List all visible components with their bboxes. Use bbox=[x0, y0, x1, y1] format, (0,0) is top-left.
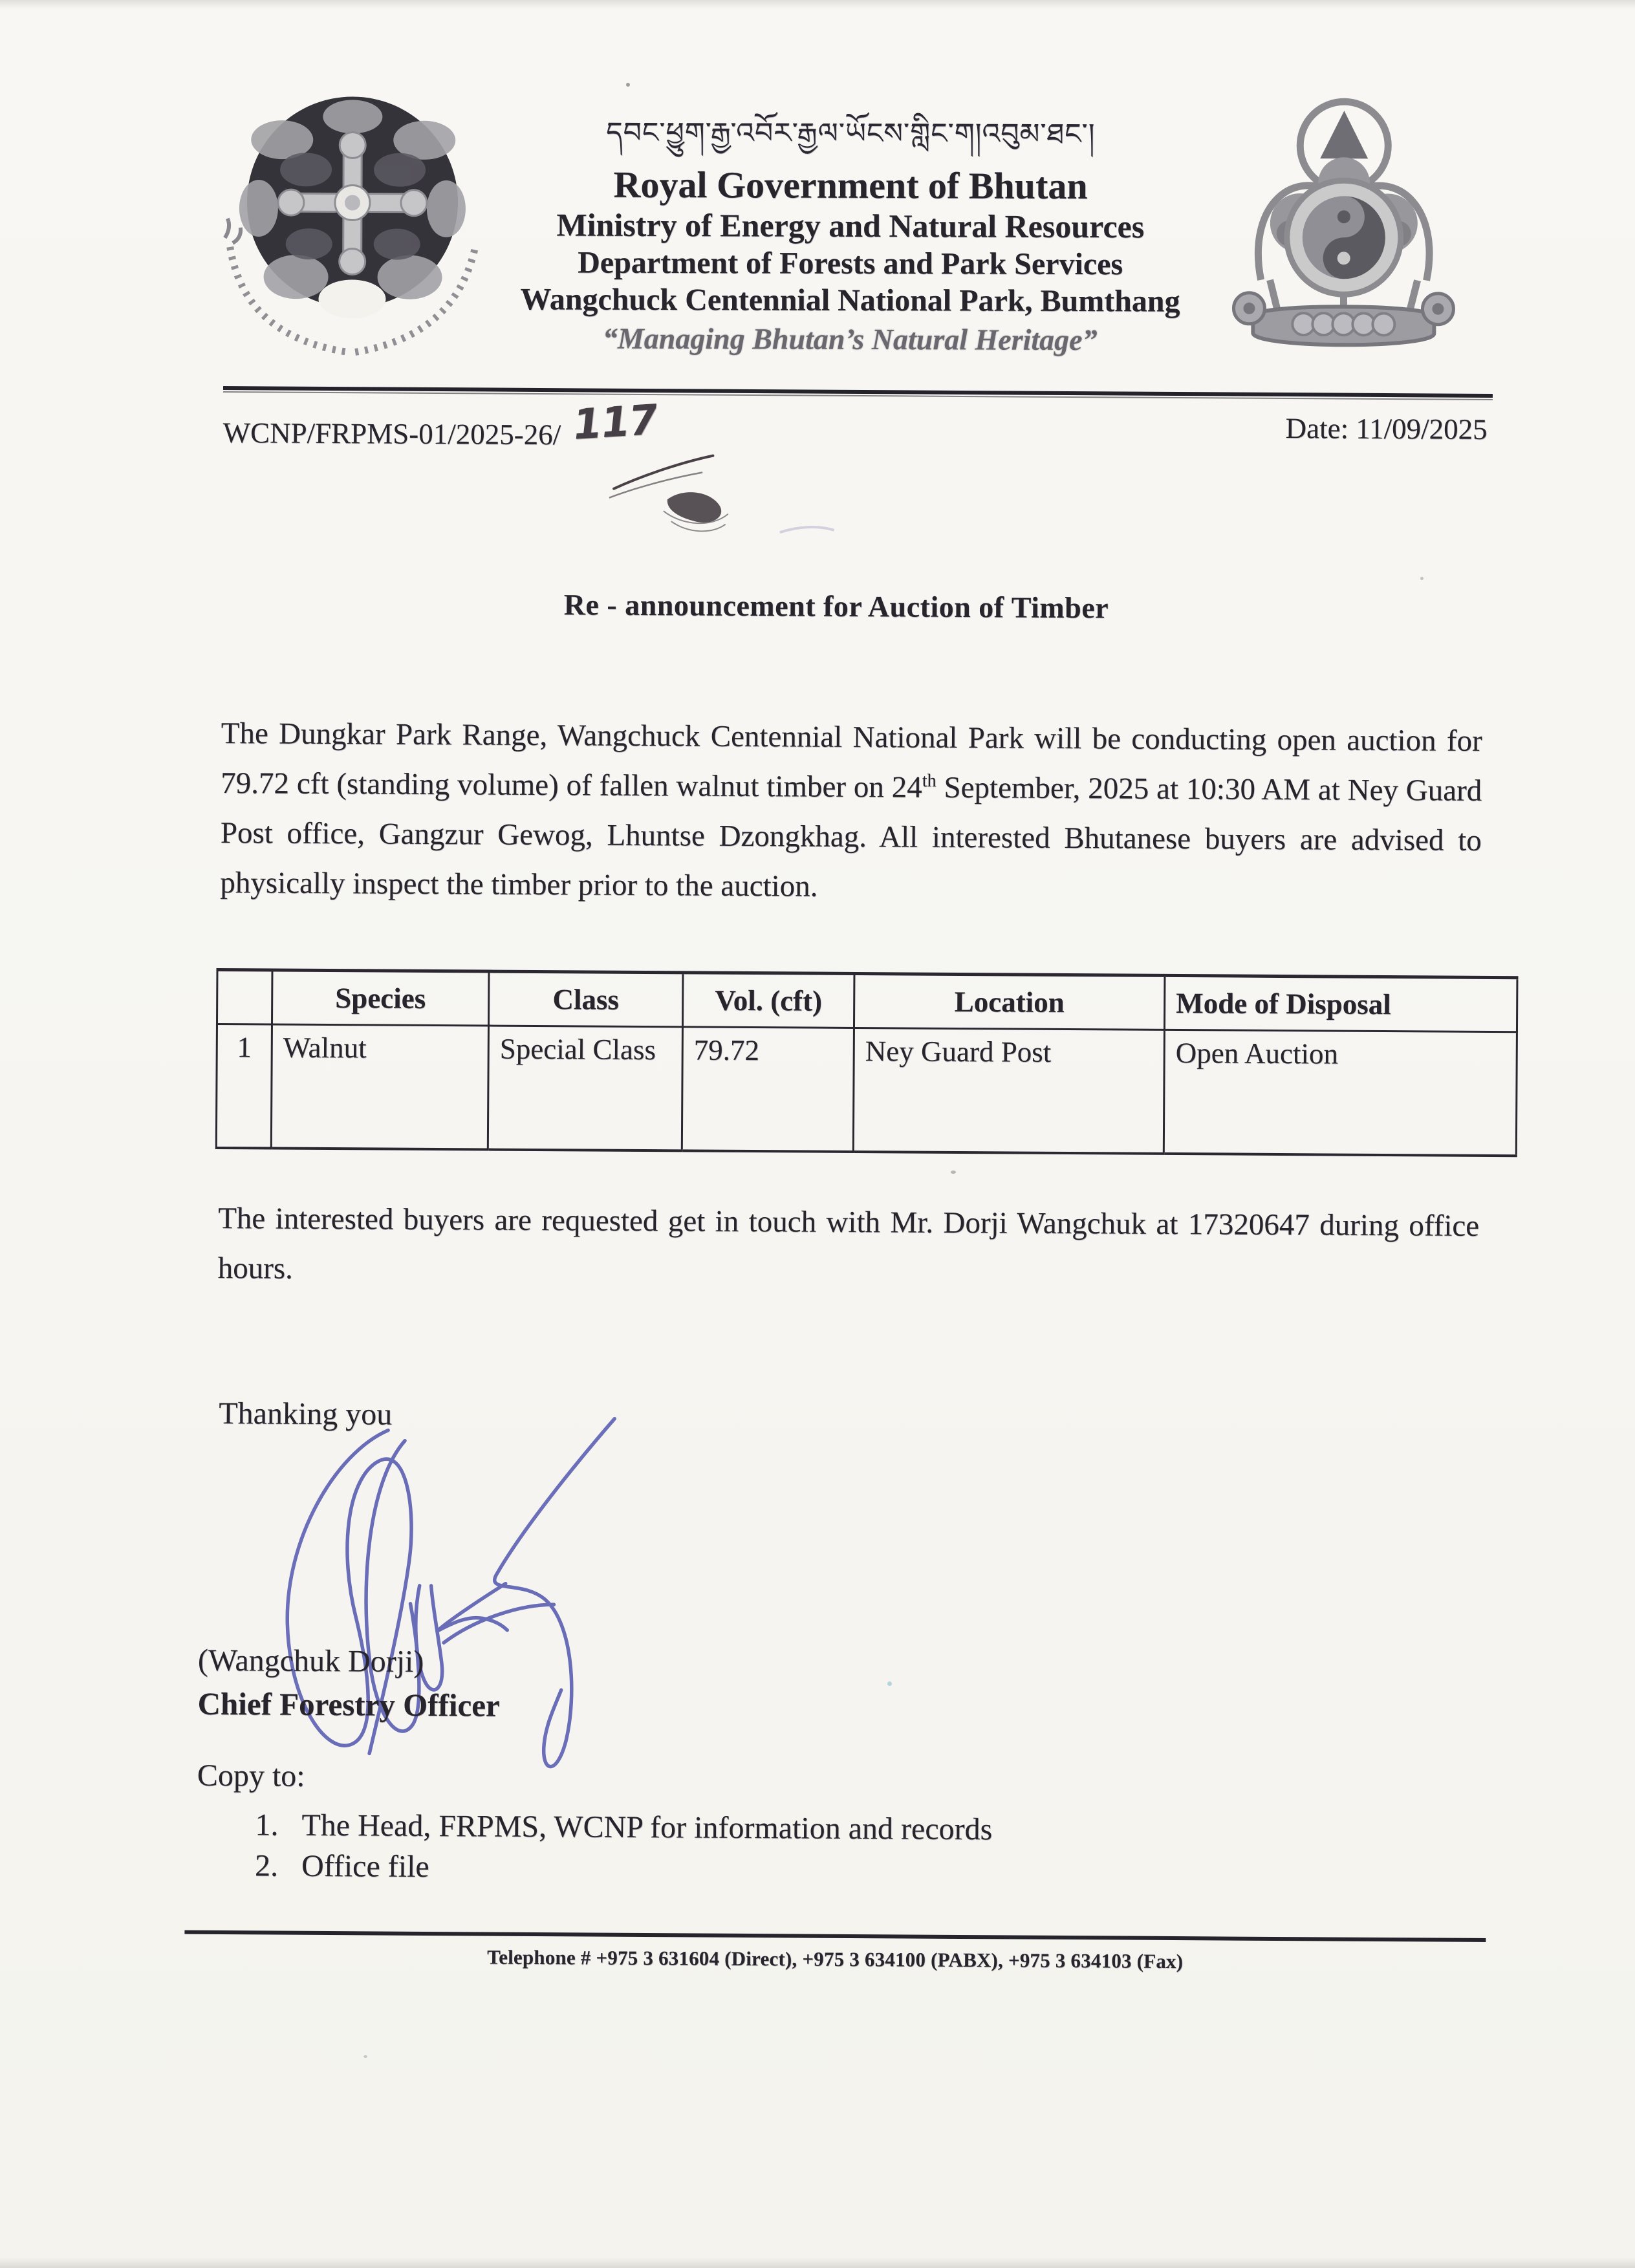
copy-item-number: 1. bbox=[255, 1808, 279, 1842]
signatory-name: (Wangchuk Dorji) bbox=[197, 1643, 424, 1679]
table-header-class: Class bbox=[488, 971, 683, 1027]
table-header-index bbox=[217, 969, 272, 1024]
handwritten-dispatch-number: 117 bbox=[570, 396, 660, 450]
table-header-row bbox=[217, 969, 1517, 1031]
auction-table bbox=[215, 968, 1519, 1157]
scan-speck bbox=[951, 1171, 956, 1174]
closing-thanks: Thanking you bbox=[219, 1396, 393, 1432]
paragraph-1-text-b: September, 2025 at 10:30 AM at Ney Guard Post office, Gangzur Gewog, Lhuntse Dzongkhag. All interested Bhutanese buyers are advised to physically inspect the timber prior to the auction. bbox=[220, 770, 1482, 903]
table-row bbox=[216, 1024, 1517, 1156]
copy-to-item bbox=[255, 1845, 992, 1890]
body-paragraph-1 bbox=[220, 709, 1482, 916]
table-header-species: Species bbox=[272, 970, 489, 1026]
body-paragraph-2: The interested buyers are requested get in touch with Mr. Dorji Wangchuk at 17320647 during office hours. bbox=[217, 1201, 1480, 1286]
table-header-volume: Vol. (cft) bbox=[682, 973, 854, 1028]
table-cell-class: Special Class bbox=[488, 1026, 682, 1150]
table-cell-index: 1 bbox=[216, 1024, 272, 1148]
copy-item-number: 2. bbox=[254, 1848, 279, 1883]
copy-to-item bbox=[255, 1804, 992, 1850]
copy-item-text: Office file bbox=[301, 1848, 429, 1884]
scan-speck bbox=[1420, 577, 1424, 580]
ministry-title: Ministry of Energy and Natural Resources bbox=[556, 206, 1145, 245]
scan-speck bbox=[363, 2055, 367, 2058]
document-title: Re - announcement for Auction of Timber bbox=[563, 588, 1109, 625]
table-cell-species: Walnut bbox=[271, 1024, 488, 1150]
reference-row bbox=[222, 396, 1488, 451]
copy-item-text: The Head, FRPMS, WCNP for information and records bbox=[301, 1808, 993, 1847]
footer-divider-rule bbox=[184, 1930, 1486, 1942]
scan-speck bbox=[626, 83, 630, 87]
government-title: Royal Government of Bhutan bbox=[613, 163, 1088, 208]
table-cell-location: Ney Guard Post bbox=[853, 1028, 1164, 1153]
department-title: Department of Forests and Park Services bbox=[578, 245, 1123, 282]
dzongkha-title: དབང་ཕྱུག་རྒྱ་འབོར་རྒྱལ་ཡོངས་གླིང་ག།འབུམ་ཐང་། bbox=[606, 116, 1096, 151]
paragraph-1-text-a: The Dungkar Park Range, Wangchuck Centennial National Park will be conducting open auction for 79.72 cft (standing volume) of fallen walnut timber on 24 bbox=[221, 716, 1482, 805]
date-text: Date: 11/09/2025 bbox=[1285, 412, 1488, 446]
reference-number-text: WCNP/FRPMS-01/2025-26/ bbox=[222, 416, 561, 451]
copy-to-label: Copy to: bbox=[197, 1758, 305, 1793]
footer-telephone: Telephone # +975 3 631604 (Direct), +975 3 634100 (PABX), +975 3 634103 (Fax) bbox=[487, 1945, 1184, 1973]
header-divider-rule bbox=[223, 386, 1493, 398]
table-header-location: Location bbox=[854, 973, 1165, 1030]
motto-text: “Managing Bhutan’s Natural Heritage” bbox=[602, 321, 1098, 357]
signatory-designation: Chief Forestry Officer bbox=[197, 1685, 500, 1723]
reference-number bbox=[222, 396, 660, 455]
table-cell-volume: 79.72 bbox=[682, 1027, 854, 1152]
ink-scribble-mark bbox=[603, 449, 850, 567]
ordinal-superscript: th bbox=[922, 770, 937, 792]
office-title: Wangchuck Centennial National Park, Bumthang bbox=[520, 282, 1180, 319]
signature-ink bbox=[249, 1389, 678, 1806]
table-header-mode: Mode of Disposal bbox=[1164, 975, 1517, 1031]
copy-to-list bbox=[255, 1804, 993, 1890]
scan-speck bbox=[887, 1681, 892, 1686]
table-cell-mode: Open Auction bbox=[1164, 1030, 1517, 1156]
